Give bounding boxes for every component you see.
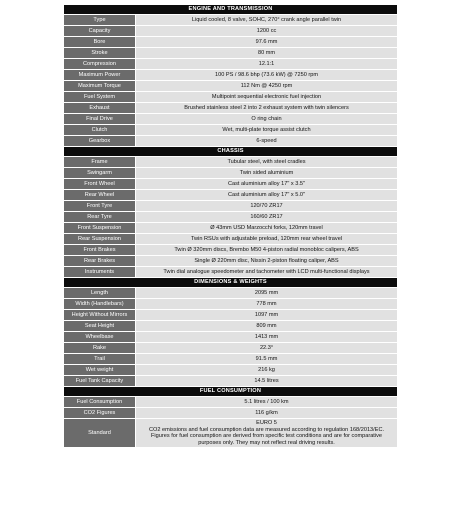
spec-label: Front Brakes	[64, 245, 136, 256]
spec-label: Frame	[64, 157, 136, 168]
spec-row	[64, 48, 398, 59]
spec-value: Tubular steel, with steel cradles	[136, 157, 398, 168]
spec-label: Rear Suspension	[64, 234, 136, 245]
spec-label: Type	[64, 15, 136, 26]
spec-label: Standard	[64, 419, 136, 448]
spec-value: 91.5 mm	[136, 354, 398, 365]
spec-row	[64, 397, 398, 408]
spec-row	[64, 419, 398, 448]
spec-value: Liquid cooled, 8 valve, SOHC, 270° crank angle parallel twin	[136, 15, 398, 26]
spec-row	[64, 354, 398, 365]
spec-label: Stroke	[64, 48, 136, 59]
spec-value: Cast aluminium alloy 17" x 3.5"	[136, 179, 398, 190]
spec-row	[64, 15, 398, 26]
spec-label: Front Tyre	[64, 201, 136, 212]
spec-row	[64, 81, 398, 92]
spec-label: Rear Wheel	[64, 190, 136, 201]
spec-value: 5.1 litres / 100 km	[136, 397, 398, 408]
spec-label: Clutch	[64, 125, 136, 136]
spec-value: 14.5 litres	[136, 376, 398, 387]
section-title: DIMENSIONS & WEIGHTS	[64, 278, 398, 288]
spec-value: Single Ø 220mm disc, Nissin 2-piston floating caliper, ABS	[136, 256, 398, 267]
specification-sheet	[63, 4, 397, 448]
spec-label: Wet weight	[64, 365, 136, 376]
spec-label: Exhaust	[64, 103, 136, 114]
spec-table-body	[64, 5, 398, 448]
spec-row	[64, 256, 398, 267]
spec-label: Fuel Consumption	[64, 397, 136, 408]
spec-row	[64, 59, 398, 70]
spec-row	[64, 376, 398, 387]
spec-value: 160/60 ZR17	[136, 212, 398, 223]
spec-label: Trail	[64, 354, 136, 365]
spec-value: 120/70 ZR17	[136, 201, 398, 212]
spec-value: Ø 43mm USD Marzocchi forks, 120mm travel	[136, 223, 398, 234]
spec-value: O ring chain	[136, 114, 398, 125]
spec-row	[64, 245, 398, 256]
spec-value: EURO 5 CO2 emissions and fuel consumption data are measured according to regulation 168/2013/EC. Figures for fuel consumption are derived from specific test conditions and are for comparative purposes only. They may not reflect real driving results.	[136, 419, 398, 448]
spec-value: 1097 mm	[136, 310, 398, 321]
spec-label: Height Without Mirrors	[64, 310, 136, 321]
spec-value: 1413 mm	[136, 332, 398, 343]
spec-value: 809 mm	[136, 321, 398, 332]
spec-row	[64, 288, 398, 299]
spec-label: Gearbox	[64, 136, 136, 147]
spec-row	[64, 37, 398, 48]
spec-label: Seat Height	[64, 321, 136, 332]
spec-label: Capacity	[64, 26, 136, 37]
spec-value: 2095 mm	[136, 288, 398, 299]
spec-table	[63, 4, 398, 448]
spec-row	[64, 310, 398, 321]
section-header-row	[64, 5, 398, 15]
spec-row	[64, 321, 398, 332]
spec-row	[64, 136, 398, 147]
spec-value: 6-speed	[136, 136, 398, 147]
spec-row	[64, 234, 398, 245]
spec-value: Multipoint sequential electronic fuel injection	[136, 92, 398, 103]
spec-label: Fuel System	[64, 92, 136, 103]
spec-label: Bore	[64, 37, 136, 48]
spec-label: Instruments	[64, 267, 136, 278]
spec-value: Brushed stainless steel 2 into 2 exhaust system with twin silencers	[136, 103, 398, 114]
spec-value: Twin Ø 320mm discs, Brembo M50 4-piston radial monobloc calipers, ABS	[136, 245, 398, 256]
spec-row	[64, 190, 398, 201]
spec-value: 216 kg	[136, 365, 398, 376]
spec-value: 116 g/km	[136, 408, 398, 419]
spec-row	[64, 408, 398, 419]
spec-row	[64, 92, 398, 103]
spec-value: Twin RSUs with adjustable preload, 120mm rear wheel travel	[136, 234, 398, 245]
spec-row	[64, 223, 398, 234]
spec-row	[64, 365, 398, 376]
spec-row	[64, 26, 398, 37]
spec-value: 80 mm	[136, 48, 398, 59]
spec-label: Rear Brakes	[64, 256, 136, 267]
spec-value: 100 PS / 98.6 bhp (73.6 kW) @ 7250 rpm	[136, 70, 398, 81]
spec-row	[64, 168, 398, 179]
spec-label: Swingarm	[64, 168, 136, 179]
spec-label: CO2 Figures	[64, 408, 136, 419]
spec-label: Final Drive	[64, 114, 136, 125]
spec-row	[64, 201, 398, 212]
spec-row	[64, 299, 398, 310]
spec-value: Wet, multi-plate torque assist clutch	[136, 125, 398, 136]
spec-row	[64, 179, 398, 190]
spec-label: Length	[64, 288, 136, 299]
spec-label: Wheelbase	[64, 332, 136, 343]
spec-label: Compression	[64, 59, 136, 70]
spec-label: Rake	[64, 343, 136, 354]
spec-value: Twin sided aluminium	[136, 168, 398, 179]
spec-label: Rear Tyre	[64, 212, 136, 223]
spec-row	[64, 125, 398, 136]
section-title: CHASSIS	[64, 147, 398, 157]
spec-label: Front Wheel	[64, 179, 136, 190]
spec-row	[64, 343, 398, 354]
spec-row	[64, 267, 398, 278]
spec-row	[64, 114, 398, 125]
spec-value: Cast aluminium alloy 17" x 5.0"	[136, 190, 398, 201]
spec-label: Maximum Torque	[64, 81, 136, 92]
spec-row	[64, 103, 398, 114]
spec-value: 97.6 mm	[136, 37, 398, 48]
spec-label: Width (Handlebars)	[64, 299, 136, 310]
section-title: ENGINE AND TRANSMISSION	[64, 5, 398, 15]
section-header-row	[64, 387, 398, 397]
spec-value: 22.3°	[136, 343, 398, 354]
spec-value: 12.1:1	[136, 59, 398, 70]
section-header-row	[64, 147, 398, 157]
spec-row	[64, 70, 398, 81]
spec-label: Front Suspension	[64, 223, 136, 234]
spec-value: Twin dial analogue speedometer and tachometer with LCD multi-functional displays	[136, 267, 398, 278]
spec-label: Maximum Power	[64, 70, 136, 81]
spec-value: 112 Nm @ 4250 rpm	[136, 81, 398, 92]
section-header-row	[64, 278, 398, 288]
spec-value: 778 mm	[136, 299, 398, 310]
spec-row	[64, 157, 398, 168]
spec-label: Fuel Tank Capacity	[64, 376, 136, 387]
spec-value: 1200 cc	[136, 26, 398, 37]
spec-row	[64, 332, 398, 343]
spec-row	[64, 212, 398, 223]
section-title: FUEL CONSUMPTION	[64, 387, 398, 397]
